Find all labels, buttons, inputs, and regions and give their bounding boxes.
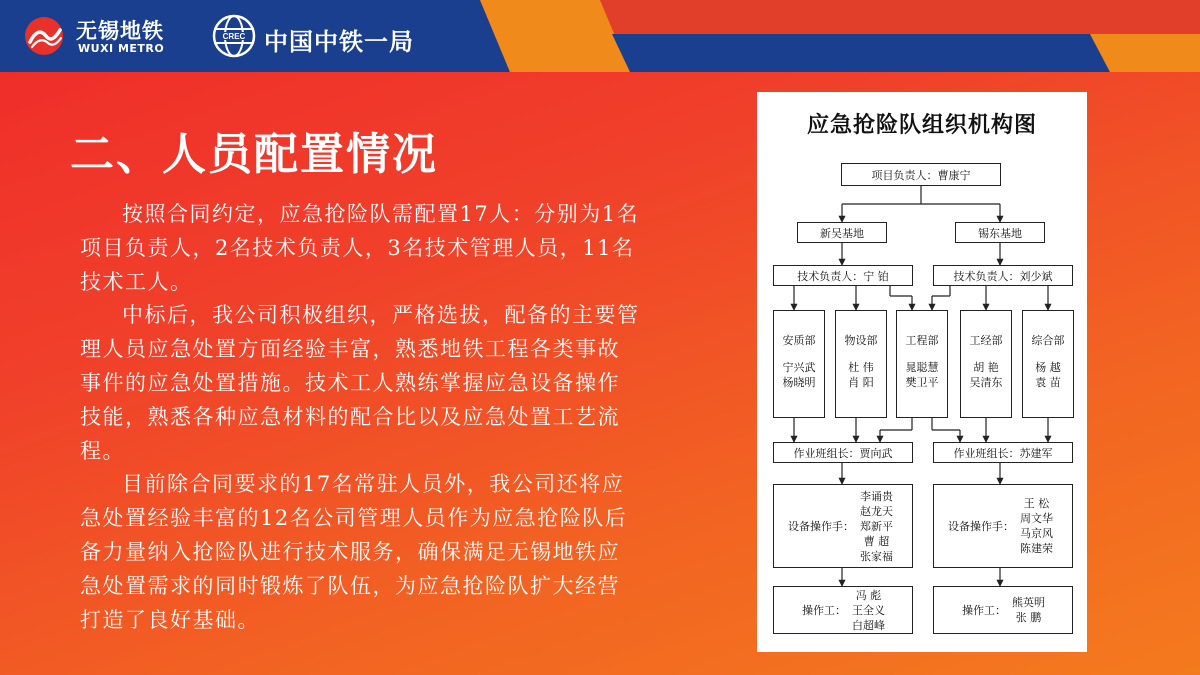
equipment-operator-name: 王 松 (1023, 497, 1050, 510)
org-base-xidong: 锡东基地 (955, 222, 1045, 243)
dept-name: 安质部 (782, 334, 816, 347)
dept-name: 工经部 (969, 334, 1003, 347)
crec-emblem-text: CREC (222, 32, 246, 41)
logo-wuxi-metro-en: WUXI METRO (78, 42, 165, 55)
operator-name: 冯 彪 (855, 588, 882, 602)
org-tech-lead-xinwu: 技术负责人：宁 铂 (773, 265, 913, 286)
dept-member: 吴清东 (969, 376, 1003, 389)
operator-name: 张 鹏 (1015, 611, 1042, 624)
equipment-operator-name: 马京风 (1020, 527, 1053, 540)
page-title: 二、人员配置情况 (70, 129, 438, 180)
equipment-operator-name: 陈建荣 (1020, 542, 1053, 555)
equipment-operator-label: 设备操作手： (948, 520, 1014, 533)
paragraph-3: 目前除合同要求的17名常驻人员外，我公司还将应急处置经验丰富的12名公司管理人员作为应急抢险队后备力量纳入抢险队进行技术服务，确保满足无锡地铁应急处置需求的同时锻炼了队伍，为应急抢险队扩大经营打造了良好基础。 (80, 472, 628, 632)
org-dept-gongjing (960, 310, 1012, 418)
dept-member: 袁 苗 (1035, 376, 1061, 389)
org-tech-lead-xidong: 技术负责人：刘少斌 (933, 265, 1073, 286)
paragraph-1: 按照合同约定，应急抢险队需配置17人：分别为1名项目负责人，2名技术负责人，3名技术管理人员，11名技术工人。 (80, 202, 640, 294)
dept-member: 樊卫平 (905, 376, 939, 389)
dept-member: 宁兴武 (782, 361, 816, 374)
equipment-operator-name: 赵龙天 (860, 504, 893, 518)
org-dept-wushe (835, 310, 887, 418)
dept-member: 晁聪慧 (905, 361, 939, 374)
dept-member: 杨 越 (1035, 361, 1061, 374)
operator-label: 操作工： (962, 604, 1006, 617)
org-team-leader-xinwu: 作业班组长：贾向武 (773, 442, 913, 463)
logo-wuxi-metro-cn: 无锡地铁 (76, 19, 164, 43)
org-chart-title: 应急抢险队组织机构图 (806, 113, 1037, 138)
equipment-operator-name: 周文华 (1020, 512, 1053, 525)
dept-member: 杜 伟 (848, 361, 874, 374)
org-dept-gongcheng (896, 310, 948, 418)
dept-name: 工程部 (905, 334, 939, 347)
org-dept-anzhi (773, 310, 825, 418)
dept-name: 物设部 (844, 334, 878, 347)
org-operators-xidong (933, 586, 1073, 634)
org-equipment-operators-xinwu (773, 484, 913, 568)
dept-member: 胡 艳 (973, 361, 999, 374)
operator-name: 白超峰 (852, 618, 885, 632)
operator-name: 王全义 (852, 603, 885, 617)
operator-name: 熊英明 (1012, 596, 1045, 609)
org-base-xinwu: 新吴基地 (797, 222, 887, 243)
org-equipment-operators-xidong (933, 484, 1073, 568)
equipment-operator-label: 设备操作手： (788, 520, 854, 533)
logo-crec-cn: 中国中铁一局 (264, 28, 414, 56)
operator-label: 操作工： (802, 604, 846, 617)
org-project-lead: 项目负责人：曹康宁 (841, 163, 1001, 186)
equipment-operator-name: 李诵贵 (860, 489, 893, 503)
org-dept-zonghe (1022, 310, 1074, 418)
dept-member: 肖 阳 (848, 376, 874, 389)
paragraph-2: 中标后，我公司积极组织，严格选拔，配备的主要管理人员应急处置方面经验丰富，熟悉地铁工程各类事故事件的应急处置措施。技术工人熟练掌握应急设备操作技能，熟悉各种应急材料的配合比以及应急处置工艺流程。 (80, 303, 640, 463)
equipment-operator-name: 曹 超 (863, 534, 890, 548)
org-team-leader-xidong: 作业班组长：苏建军 (933, 442, 1073, 463)
equipment-operator-name: 张家福 (860, 549, 893, 563)
equipment-operator-name: 郑新平 (860, 519, 893, 533)
org-operators-xinwu (773, 586, 913, 634)
dept-name: 综合部 (1031, 334, 1065, 347)
dept-member: 杨晓明 (782, 376, 816, 389)
